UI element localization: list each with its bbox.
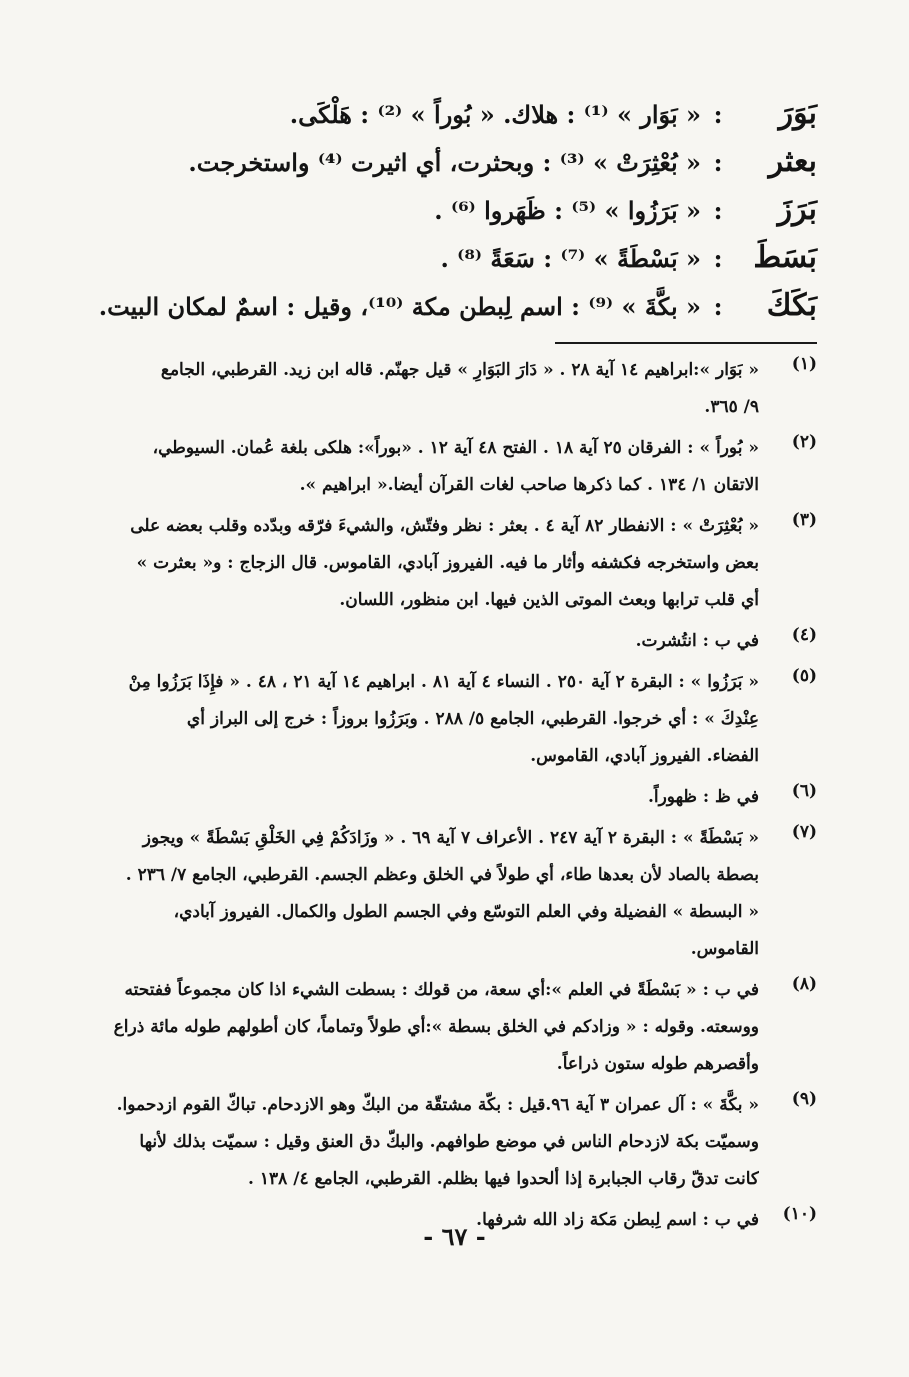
footnote: [99, 779, 817, 816]
footnote: [99, 664, 817, 775]
glossary-entry: بَوَرَ : « بَوَار » ⁽¹⁾ : هلاك. « بُوراً » ⁽²⁾ : هَلْكَى.: [289, 96, 817, 131]
footnote: [99, 508, 817, 619]
glossary-entry: بعثر : « بُعْثِرَتْ » ⁽³⁾ : وبحثرت، أي اثيرت ⁽⁴⁾ واستخرجت.: [188, 144, 817, 179]
footnote-number: (٧): [791, 822, 817, 842]
footnote-number: (٩): [791, 1089, 817, 1109]
footnote-line: كانت تدقّ رقاب الجبابرة إذا ألحدوا فيها بظلم. القرطبي، الجامع ٤/ ١٣٨ .: [248, 1169, 759, 1189]
footnote-line: في ب : انتُشرت.: [635, 631, 759, 651]
footnote-number: (٣): [791, 510, 817, 530]
entry-definition: « بَرَزُوا » ⁽⁵⁾ : ظَهَروا ⁽⁶⁾ .: [434, 196, 701, 225]
glossary-entry: بَرَزَ : « بَرَزُوا » ⁽⁵⁾ : ظَهَروا ⁽⁶⁾ .: [434, 192, 817, 227]
entry-term: بعثر: [768, 144, 817, 179]
footnote-line: ٩/ ٣٦٥.: [704, 397, 759, 417]
footnote: [99, 1087, 817, 1198]
footnote-line: « بَرَزُوا » : البقرة ٢ آية ٢٥٠ . النساء ٤ آية ٨١ . ابراهيم ١٤ آية ٢١ ، ٤٨ . « فإِذَا بَرَزُوا مِنْ: [128, 672, 759, 692]
footnote-line: أي قلب ترابها وبعث الموتى الذين فيها. ابن منظور، اللسان.: [339, 590, 759, 610]
footnote-divider: [555, 342, 817, 344]
footnote-number: (٢): [791, 432, 817, 452]
footnote: [99, 972, 817, 1083]
footnote-line: في ب : « بَسْطَةً في العلم »:أي سعة، من قولك : بسطت الشيء اذا كان مجموعاً ففتحته: [124, 980, 759, 1000]
footnote-line: « البسطة » الفضيلة وفي العلم التوسّع وفي الجسم الطول والكمال. الفيروز آبادي،: [173, 902, 759, 922]
footnote: [99, 352, 817, 426]
footnote-number: (٦): [791, 781, 817, 801]
entry-definition: « بَوَار » ⁽¹⁾ : هلاك. « بُوراً » ⁽²⁾ : هَلْكَى.: [289, 100, 701, 129]
entry-definition: « بُعْثِرَتْ » ⁽³⁾ : وبحثرت، أي اثيرت ⁽⁴⁾ واستخرجت.: [188, 148, 701, 177]
footnote-number: (٨): [791, 974, 817, 994]
footnote-line: القاموس.: [690, 939, 759, 959]
footnote-line: ووسعته. وقوله : « وزادكم في الخلق بسطة »:أي طولاً وتماماً، كان أطولهم طوله مائة ذراع: [113, 1017, 759, 1037]
footnote-number: (٤): [791, 625, 817, 645]
footnote-line: « بُوراً » : الفرقان ٢٥ آية ١٨ . الفتح ٤٨ آية ١٢ . «بوراً»: هلكى بلغة عُمان. السيوطي،: [152, 438, 759, 458]
entry-definition: « بكَّةَ » ⁽⁹⁾ : اسم لِبطن مكة ⁽¹⁰⁾، وقيل : اسمٌ لمكان البيت.: [98, 292, 701, 321]
footnote-line: « بَسْطَةً » : البقرة ٢ آية ٢٤٧ . الأعراف ٧ آية ٦٩ . « وزَادَكُمْ فِي الخَلْقِ بَسْطَةً » ويجوز: [142, 828, 759, 848]
entry-definition: « بَسْطَةً » ⁽⁷⁾ : سَعَةً ⁽⁸⁾ .: [440, 244, 701, 273]
footnote-number: (٥): [791, 666, 817, 686]
footnote: [99, 430, 817, 504]
footnote-line: في ب : اسم لِبطن مَكة زاد الله شرفها.: [476, 1210, 759, 1230]
entry-term: بَوَرَ: [778, 96, 817, 131]
footnote-line: « بكَّةَ » : آل عمران ٣ آية ٩٦.قيل : بكّة مشتقّة من البكّ وهو الازدحام. تباكّ القوم ازدحموا.: [116, 1095, 759, 1115]
footnote: [99, 820, 817, 968]
footnote-line: الاتقان ١/ ١٣٤ . كما ذكرها صاحب لغات القرآن أيضا.« ابراهيم ».‏: [299, 475, 759, 495]
footnote-line: « بُعْثِرَتْ » : الانفطار ٨٢ آية ٤ . بعثر : نظر وفتّش، والشيءَ فرّقه وبدّده وقلب بعضه على: [130, 516, 759, 536]
footnote-line: بعض واستخرجه فكشفه وأثار ما فيه. الفيروز آبادي، القاموس. قال الزجاج : و« بعثرت »: [136, 553, 759, 573]
glossary-entry: بَسَطَ : « بَسْطَةً » ⁽⁷⁾ : سَعَةً ⁽⁸⁾ .: [440, 240, 817, 275]
glossary-entry: بَكَكَ : « بكَّةَ » ⁽⁹⁾ : اسم لِبطن مكة ⁽¹⁰⁾، وقيل : اسمٌ لمكان البيت.: [98, 288, 817, 323]
footnote-line: وسميّت بكة لازدحام الناس في موضع طوافهم. والبكّ دق العنق وقيل : سميّت بذلك لأنها: [139, 1132, 759, 1152]
footnote-line: في ظ : ظهوراً.: [647, 787, 759, 807]
footnote-line: عِنْدِكَ » : أي خرجوا. القرطبي، الجامع ٥/ ٢٨٨ . وبَرَزُوا بروزاً : خرج إلى البراز أي: [186, 709, 759, 729]
footnote-line: « بَوَار »:ابراهيم ١٤ آية ٢٨ . « دَارَ البَوَارِ » قيل جهنّم. قاله ابن زيد. القرطبي، الجامع: [160, 360, 759, 380]
footnote-line: الفضاء. الفيروز آبادي، القاموس.: [530, 746, 759, 766]
glossary-entries: [97, 96, 817, 336]
footnote-line: وأقصرهم طوله ستون ذراعاً.: [556, 1054, 759, 1074]
entry-term: بَسَطَ: [753, 240, 817, 275]
entry-term: بَكَكَ: [766, 288, 817, 323]
footnote-number: (١): [791, 354, 817, 374]
footnote-number: (١٠): [782, 1204, 817, 1224]
footnote-line: بصطة بالصاد لأن بعدها طاء، أي طولاً في الخلق وعظم الجسم. القرطبي، الجامع ٧/ ٢٣٦ .: [125, 865, 759, 885]
footnotes: [99, 352, 817, 1243]
footnote: [99, 623, 817, 660]
entry-term: بَرَزَ: [777, 192, 817, 227]
page-number: - ٦٧ -: [423, 1222, 486, 1251]
